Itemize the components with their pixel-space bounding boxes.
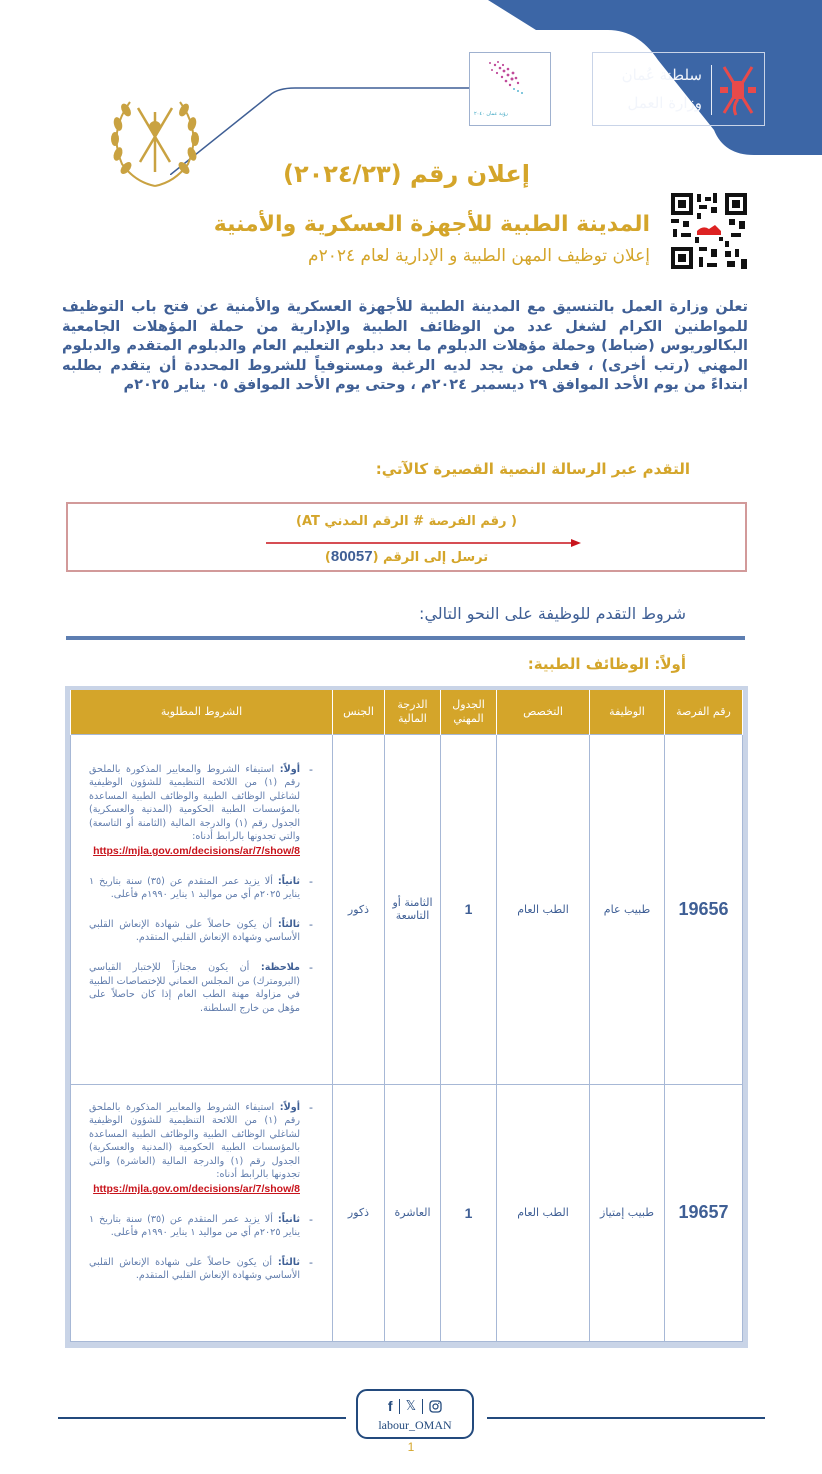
list-dash: - — [309, 1255, 313, 1269]
regulation-link[interactable]: https://mjla.gov.om/decisions/ar/7/show/8 — [93, 845, 300, 858]
announcement-subtitle: إعلان توظيف المهن الطبية و الإدارية لعام ٢٠٢٤م — [308, 246, 650, 266]
requirement-text: أن يكون حاصلاً على شهادة الإنعاش القلبي الأساسي وشهادة الإنعاش القلبي المتقدم. — [89, 918, 300, 944]
ministry-name-line2: وزارة العمل — [627, 94, 702, 112]
header-job: الوظيفة — [590, 690, 665, 734]
list-dash: - — [309, 961, 313, 975]
list-dash: - — [309, 1212, 313, 1226]
ministry-name — [622, 61, 702, 117]
requirement-item — [89, 961, 322, 1015]
opportunity-number: 19656 — [665, 734, 743, 1084]
announcement-intro: تعلن وزارة العمل بالتنسيق مع المدينة الطبية للأجهزة العسكرية والأمنية عن فتح باب التوظيف للمواطنين الكرام لشغل عدد من الوظائف الطبية والإدارية من حملة المؤهلات الجامعية البكالوريوس (ضباط) وحملة مؤهلات الدبلوم ما بعد دبلوم التعليم العام والدبلوم المتقدم والدبلوم المهني (رتب أخرى) ، فعلى من يجد لديه الرغبة ومستوفياً للشروط المحددة أن يتقدم بطلبه ابتداءً من يوم الأحد الموافق ٢٩ ديسمبر ٢٠٢٤م ، وحتى يوم الأحد الموافق ٠٥ يناير ٢٠٢٥م — [62, 299, 748, 394]
oman-khanjar-emblem-icon — [718, 63, 758, 117]
sms-number: 80057 — [330, 548, 373, 565]
requirement-item — [89, 1256, 322, 1283]
professional-schedule: 1 — [441, 734, 497, 1084]
medical-city-emblem-icon — [100, 82, 210, 194]
vision-swirl-icon — [470, 53, 550, 103]
requirement-text: ألا يزيد عمر المتقدم عن (٣٥) سنة بتاريخ ١ يناير ٢٠٢٥م أي من مواليد ١ يناير ١٩٩٠م فأعلى. — [89, 875, 300, 901]
footer-line-right — [487, 1417, 765, 1419]
jobs-table — [70, 690, 743, 1342]
requirement-lead: أولاً: — [279, 763, 300, 775]
facebook-icon[interactable]: f — [387, 1398, 393, 1414]
table-row — [71, 1084, 743, 1341]
requirement-text: استيفاء الشروط والمعايير المذكورة بالملحق رقم (١) من اللائحة التنظيمية للشؤون الوظيفية لشاغلي الوظائف الطبية والوظائف الطبية المساعدة بالمؤسسات الطبية الحكومية (المدنية والعسكرية) الجدول رقم (١) والدرجة المالية (الثامنة أو التاسعة) والتي تجدونها بالرابط أدناه: — [89, 763, 301, 843]
ministry-logo-divider — [711, 65, 712, 115]
list-dash: - — [309, 917, 313, 931]
table-row — [71, 734, 743, 1084]
table-header-row — [71, 690, 743, 734]
specialty: الطب العام — [497, 734, 590, 1084]
medical-jobs-section-title: أولاً: الوظائف الطبية: — [527, 655, 686, 673]
social-icons — [358, 1398, 472, 1414]
requirement-lead: ثانياً: — [277, 875, 300, 887]
requirement-lead: ثالثاً: — [277, 1256, 300, 1268]
requirement-text: ألا يزيد عمر المتقدم عن (٣٥) سنة بتاريخ ١ يناير ٢٠٢٥م أي من مواليد ١ يناير ١٩٩٠م فأعلى. — [89, 1213, 300, 1239]
qr-code-icon[interactable] — [669, 191, 749, 271]
requirement-lead: أولاً: — [279, 1101, 300, 1113]
social-handle[interactable]: labour_OMAN — [378, 1418, 452, 1432]
sms-format: ( رقم الفرصة # الرقم المدني AT) — [295, 514, 517, 529]
financial-grade: العاشرة — [385, 1084, 441, 1341]
ministry-of-labour-logo — [592, 52, 765, 126]
financial-grade: الثامنة أو التاسعة — [385, 734, 441, 1084]
requirement-item — [89, 1101, 322, 1197]
oman-vision-logo — [469, 52, 551, 126]
requirements-cell — [71, 1084, 333, 1341]
footer-line-left — [58, 1417, 346, 1419]
header-schedule: الجدول المهني — [441, 690, 497, 734]
social-media-box — [356, 1389, 474, 1439]
regulation-link[interactable]: https://mjla.gov.om/decisions/ar/7/show/8 — [93, 1183, 300, 1196]
arrow-right-icon — [266, 539, 581, 547]
gender: ذكور — [333, 1084, 385, 1341]
sms-instructions-box — [66, 502, 747, 572]
ministry-name-line1: سلطنة عُمان — [621, 66, 702, 84]
requirement-item — [89, 763, 322, 859]
requirement-item — [89, 875, 322, 902]
organization-title: المدينة الطبية للأجهزة العسكرية والأمنية — [213, 212, 650, 237]
opportunity-number: 19657 — [665, 1084, 743, 1341]
requirement-item — [89, 918, 322, 945]
requirement-text: أن يكون مجتازاً للإختبار القياسي (البرومترك) من المجلس العماني للإختصاصات الطبية في مزاولة مهنة الطب العام إذا كان حاصلاً على مؤهل من خارج السلطنة. — [89, 962, 300, 1014]
list-dash: - — [309, 1100, 313, 1114]
requirement-lead: ثانياً: — [277, 1213, 300, 1225]
requirement-lead: ثالثاً: — [277, 918, 300, 930]
sms-application-title: التقدم عبر الرسالة النصية القصيرة كالآتي: — [375, 460, 690, 478]
sms-send-prefix: ترسل إلى الرقم ( — [372, 550, 489, 565]
header-grade: الدرجة المالية — [385, 690, 441, 734]
announcement-number-title: إعلان رقم (٢٠٢٤/٢٣) — [283, 160, 530, 188]
header-requirements: الشروط المطلوبة — [71, 690, 333, 734]
social-divider — [422, 1399, 423, 1414]
section-divider — [66, 636, 745, 640]
professional-schedule: 1 — [441, 1084, 497, 1341]
requirement-lead: ملاحظة: — [260, 962, 300, 974]
x-twitter-icon[interactable]: 𝕏 — [405, 1398, 417, 1414]
jobs-table-wrapper — [65, 686, 748, 1348]
list-dash: - — [309, 762, 313, 776]
sms-send-to — [68, 548, 745, 565]
requirements-cell — [71, 734, 333, 1084]
requirement-text: استيفاء الشروط والمعايير المذكورة بالملحق رقم (١) من اللائحة التنظيمية للشؤون الوظيفية لشاغلي الوظائف الطبية والوظائف الطبية المساعدة بالمؤسسات الطبية الحكومية (المدنية والعسكرية) الجدول رقم (١) والدرجة المالية (العاشرة) والتي تجدونها بالرابط أدناه: — [89, 1101, 300, 1181]
instagram-icon[interactable] — [429, 1400, 442, 1413]
header-specialty: التخصص — [497, 690, 590, 734]
header-gender: الجنس — [333, 690, 385, 734]
requirement-item — [89, 1213, 322, 1240]
job-title: طبيب إمتياز — [590, 1084, 665, 1341]
gender: ذكور — [333, 734, 385, 1084]
vision-logo-text: رؤية عمان ٢٠٤٠ — [474, 111, 508, 117]
job-title: طبيب عام — [590, 734, 665, 1084]
conditions-title: شروط التقدم للوظيفة على النحو التالي: — [419, 604, 686, 623]
requirement-text: أن يكون حاصلاً على شهادة الإنعاش القلبي الأساسي وشهادة الإنعاش القلبي المتقدم. — [89, 1256, 300, 1282]
social-divider — [399, 1399, 400, 1414]
specialty: الطب العام — [497, 1084, 590, 1341]
header-opportunity: رقم الفرصة — [665, 690, 743, 734]
sms-send-suffix: ) — [324, 550, 331, 565]
page-number: 1 — [407, 1440, 415, 1454]
list-dash: - — [309, 874, 313, 888]
